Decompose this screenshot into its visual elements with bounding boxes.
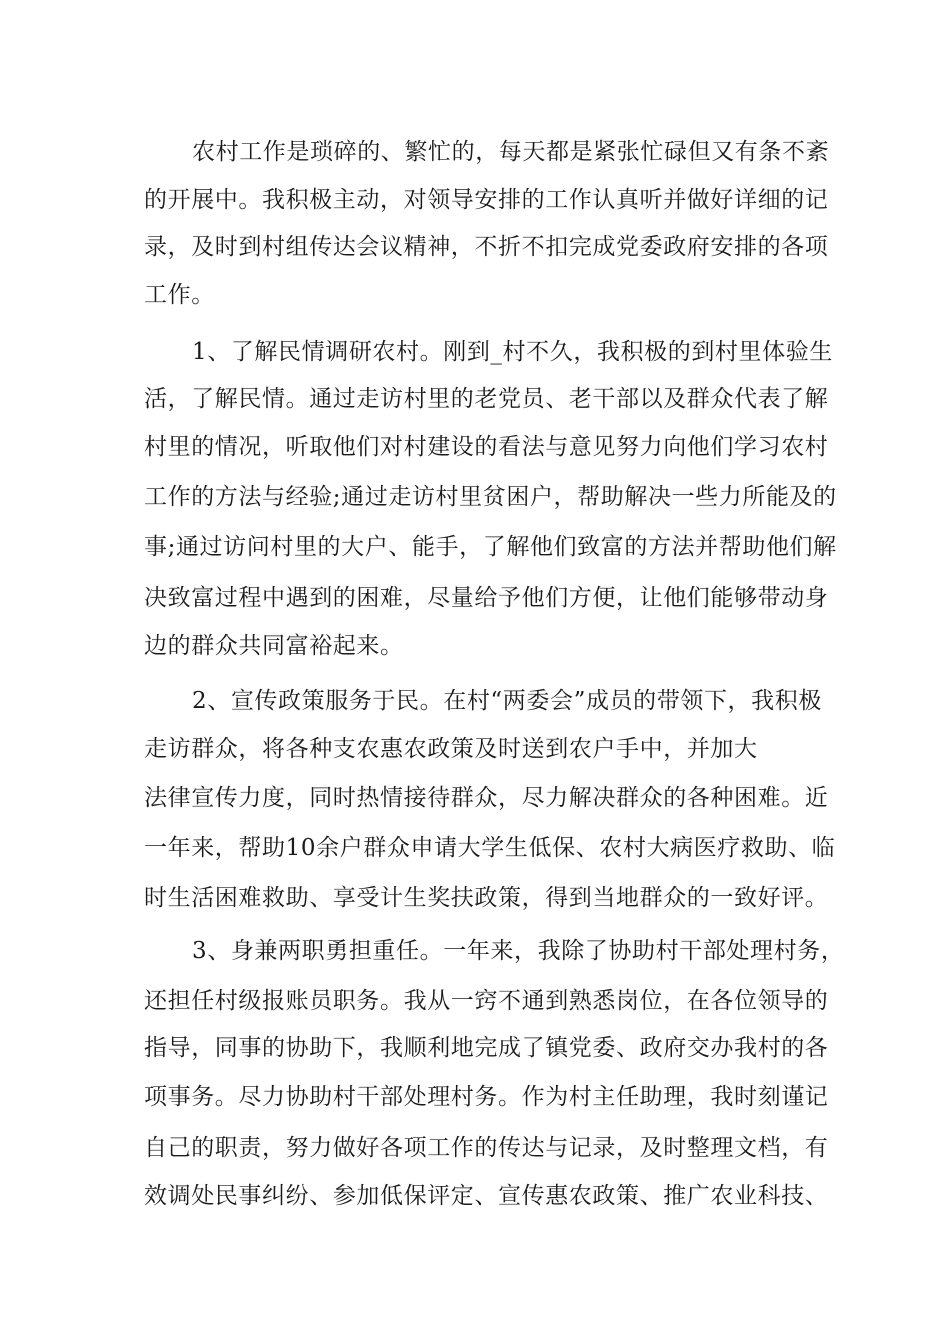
- text-line-8: 工作的方法与经验;通过走访村里贫困户，帮助解决一些力所能及的: [144, 484, 837, 510]
- text-line-9: 事;通过访问村里的大户、能手，了解他们致富的方法并帮助他们解: [144, 534, 837, 560]
- text-line-16: 时生活困难救助、享受计生奖扶政策，得到当地群众的一致好评。: [144, 885, 829, 911]
- text-line-7: 村里的情况，听取他们对村建设的看法与意见努力向他们学习农村: [144, 434, 829, 460]
- text-line-6: 活，了解民情。通过走访村里的老党员、老干部以及群众代表了解: [144, 386, 829, 412]
- text-line-13: 走访群众，将各种支农惠农政策及时送到农户手中，并加大: [144, 736, 758, 762]
- text-line-11: 边的群众共同富裕起来。: [144, 633, 404, 659]
- text-line-15: 一年来，帮助10余户群众申请大学生低保、农村大病医疗救助、临: [144, 835, 836, 861]
- text-line-1: 农村工作是琐碎的、繁忙的，每天都是紧张忙碌但又有条不紊: [192, 139, 830, 165]
- text-line-21: 自己的职责，努力做好各项工作的传达与记录，及时整理文档，有: [144, 1135, 829, 1161]
- text-line-4: 工作。: [144, 282, 215, 308]
- text-line-20: 项事务。尽力协助村干部处理村务。作为村主任助理，我时刻谨记: [144, 1084, 829, 1110]
- text-line-3: 录，及时到村组传达会议精神，不折不扣完成党委政府安排的各项: [144, 234, 829, 260]
- text-line-5: 1、了解民情调研农村。刚到_村不久，我积极的到村里体验生: [192, 339, 833, 365]
- text-line-14: 法律宣传力度，同时热情接待群众，尽力解决群众的各种困难。近: [144, 785, 829, 811]
- text-line-10: 决致富过程中遇到的困难，尽量给予他们方便，让他们能够带动身: [144, 585, 829, 611]
- text-line-2: 的开展中。我积极主动，对领导安排的工作认真听并做好详细的记: [144, 187, 829, 213]
- text-line-12: 2、宣传政策服务于民。在村“两委会”成员的带领下，我积极: [192, 688, 822, 714]
- text-line-18: 还担任村级报账员职务。我从一窍不通到熟悉岗位，在各位领导的: [144, 988, 829, 1014]
- text-line-19: 指导，同事的协助下，我顺利地完成了镇党委、政府交办我村的各: [144, 1035, 829, 1061]
- text-line-17: 3、身兼两职勇担重任。一年来，我除了协助村干部处理村务，: [192, 938, 845, 964]
- text-line-22: 效调处民事纠纷、参加低保评定、宣传惠农政策、推广农业科技、: [144, 1183, 829, 1209]
